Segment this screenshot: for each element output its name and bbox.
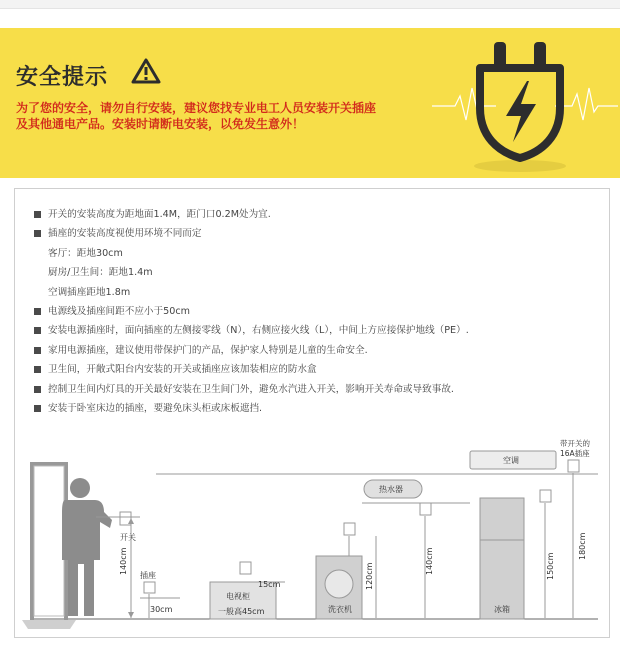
ac-socket-label-2: 16A插座 bbox=[560, 449, 590, 458]
ac-socket-icon bbox=[568, 460, 579, 472]
washer-height-label: 120cm bbox=[365, 562, 374, 590]
note-subitem: 空调插座距地1.8m bbox=[48, 286, 131, 298]
note-item: 卫生间，开敞式阳台内安装的开关或插座应该加装相应的防水盒 bbox=[34, 360, 604, 379]
note-item: 安装于卧室床边的插座，要避免床头柜或床板遮挡. bbox=[34, 399, 604, 418]
note-item: 安装电源插座时，面向插座的左侧接零线（N），右侧应接火线（L），中间上方应接保护地线（PE）. bbox=[34, 321, 604, 340]
socket-height-label: 30cm bbox=[150, 605, 173, 614]
fridge-label: 冰箱 bbox=[494, 605, 510, 614]
banner-text-line-2: 及其他通电产品。安装时请断电安装，以免发生意外！ bbox=[16, 117, 305, 131]
switch-label: 开关 bbox=[120, 533, 136, 542]
door-frame bbox=[30, 462, 34, 620]
living-room-socket-icon bbox=[144, 582, 155, 593]
washer-label: 洗衣机 bbox=[328, 605, 352, 614]
ac-socket-label-1: 带开关的 bbox=[560, 439, 590, 448]
cabinet-height-label: 一般高45cm bbox=[218, 607, 265, 616]
ac-label: 空调 bbox=[503, 456, 519, 465]
ac-height-label: 180cm bbox=[578, 532, 587, 560]
switch-height-label: 140cm bbox=[119, 547, 128, 575]
note-item: 家用电源插座，建议使用带保护门的产品，保护家人特别是儿童的生命安全. bbox=[34, 341, 604, 360]
fridge-height-label: 150cm bbox=[546, 552, 555, 580]
note-subitem: 厨房/卫生间：距地1.4m bbox=[48, 267, 153, 279]
cabinet-label: 电视柜 bbox=[226, 592, 250, 601]
doormat bbox=[22, 620, 76, 629]
note-item: 控制卫生间内灯具的开关最好安装在卫生间门外，避免水汽进入开关，影响开关寿命或导致事故. bbox=[34, 380, 604, 399]
water-heater-socket-icon bbox=[420, 503, 431, 515]
note-item: 插座的安装高度视使用环境不同而定 bbox=[34, 224, 604, 243]
socket-label: 插座 bbox=[140, 571, 156, 580]
tv-socket-icon bbox=[240, 562, 251, 574]
note-subitem: 客厅：距地30cm bbox=[48, 247, 123, 259]
washer-socket-icon bbox=[344, 523, 355, 535]
banner-title: 安全提示 bbox=[16, 65, 109, 90]
water-heater-height-label: 140cm bbox=[425, 547, 434, 575]
note-item: 开关的安装高度为距地面1.4M，距门口0.2M处为宜. bbox=[34, 205, 604, 224]
note-item: 电源线及插座间距不应小于50cm bbox=[34, 302, 604, 321]
fridge-socket-icon bbox=[540, 490, 551, 502]
person-silhouette-icon bbox=[62, 478, 112, 616]
water-heater-label: 热水器 bbox=[379, 485, 403, 494]
banner-text-line-1: 为了您的安全，请勿自行安装，建议您找专业电工人员安装开关插座 bbox=[16, 101, 377, 115]
cabinet-gap-label: 15cm bbox=[258, 580, 281, 589]
refrigerator-icon bbox=[480, 498, 524, 619]
